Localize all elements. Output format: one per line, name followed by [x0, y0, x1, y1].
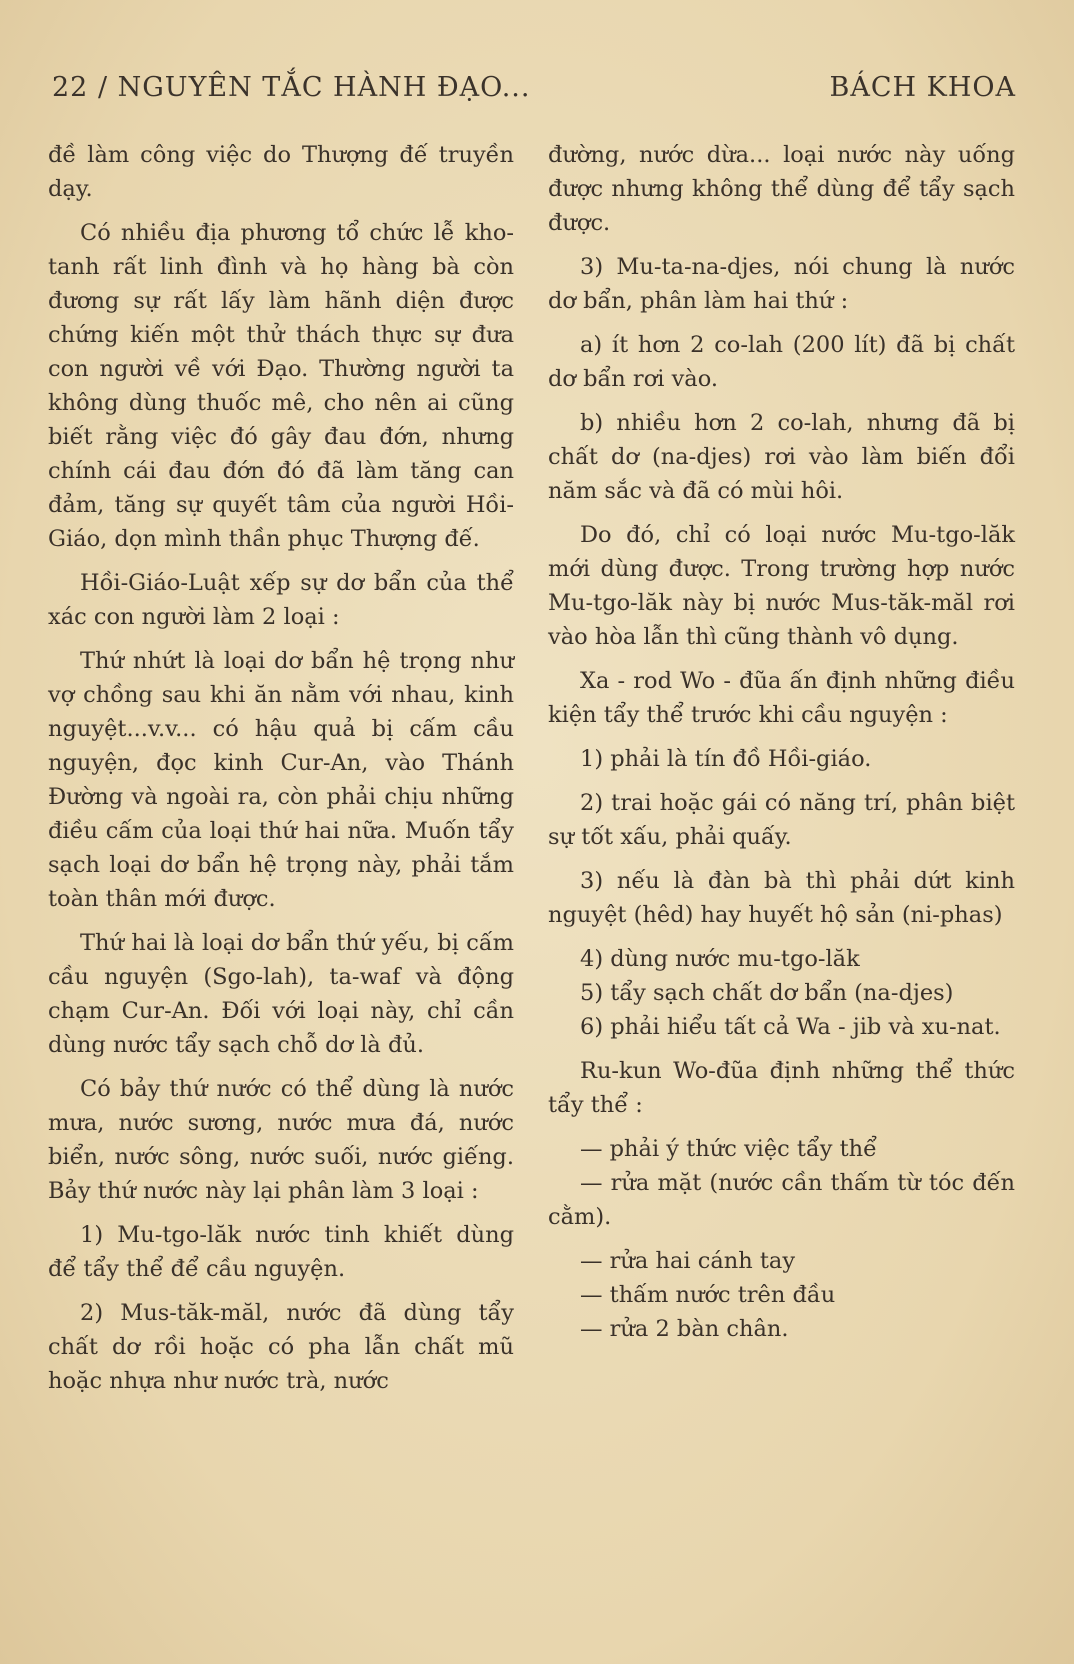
paragraph: b) nhiều hơn 2 co-lah, nhưng đã bị chất dơ (na-djes) rơi vào làm biến đổi năm sắc và đã có mùi hôi. [548, 410, 1015, 504]
paragraph: Thứ nhứt là loại dơ bẩn hệ trọng như vợ chồng sau khi ăn nằm với nhau, kinh nguyệt...v.v... có hậu quả bị cấm cầu nguyện, đọc kinh Cur-An, vào Thánh Đường và ngoài ra, còn phải chịu những điều cấm của loại thứ hai nữa. Muốn tẩy sạch loại dơ bẩn hệ trọng này, phải tắm toàn thân mới được. [48, 648, 514, 912]
paragraph: 3) Mu-ta-na-djes, nói chung là nước dơ bẩn, phân làm hai thứ : [548, 254, 1015, 314]
list-item: 4) dùng nước mu-tgo-lăk [580, 946, 860, 972]
right-column [548, 138, 1015, 1346]
list-item: 1) phải là tín đồ Hồi-giáo. [580, 746, 872, 772]
paragraph: Thứ hai là loại dơ bẩn thứ yếu, bị cấm cầu nguyện (Sgo-lah), ta-waf và động chạm Cur-An. Đối với loại này, chỉ cần dùng nước tẩy sạch chỗ dơ là đủ. [48, 930, 514, 1058]
header-page-title: 22 / NGUYÊN TẮC HÀNH ĐẠO... [52, 72, 531, 103]
list-item: 3) nếu là đàn bà thì phải dứt kinh nguyệt (hêd) hay huyết hộ sản (ni-phas) [548, 868, 1015, 928]
list-item: 5) tẩy sạch chất dơ bẩn (na-djes) [580, 980, 954, 1006]
left-column [48, 138, 514, 1398]
paragraph: Hồi-Giáo-Luật xếp sự dơ bẩn của thể xác con người làm 2 loại : [48, 570, 514, 630]
paragraph: Có bảy thứ nước có thể dùng là nước mưa, nước sương, nước mưa đá, nước biển, nước sông, nước suối, nước giếng. Bảy thứ nước này lại phân làm 3 loại : [48, 1076, 514, 1204]
dash-item: — rửa 2 bàn chân. [580, 1316, 789, 1342]
paragraph: đề làm công việc do Thượng đế truyền dạy. [48, 142, 514, 202]
dash-item: — thấm nước trên đầu [580, 1282, 836, 1308]
list-item: 6) phải hiểu tất cả Wa - jib và xu-nat. [580, 1014, 1001, 1040]
dash-item: — phải ý thức việc tẩy thể [580, 1136, 877, 1162]
paragraph: Xa - rod Wo - đũa ấn định những điều kiện tẩy thể trước khi cầu nguyện : [548, 668, 1015, 728]
dash-item: — rửa mặt (nước cần thấm từ tóc đến cằm). [548, 1170, 1015, 1230]
paragraph: 1) Mu-tgo-lăk nước tinh khiết dùng để tẩy thể để cầu nguyện. [48, 1222, 514, 1282]
paragraph: Có nhiều địa phương tổ chức lễ kho-tanh rất linh đình và họ hàng bà còn đương sự rất lấy làm hãnh diện được chứng kiến một thử thách thực sự đưa con người về với Đạo. Thường người ta không dùng thuốc mê, cho nên ai cũng biết rằng việc đó gây đau đớn, nhưng chính cái đau đớn đó đã làm tăng can đảm, tăng sự quyết tâm của người Hồi-Giáo, dọn mình thần phục Thượng đế. [48, 220, 514, 552]
paragraph: Do đó, chỉ có loại nước Mu-tgo-lăk mới dùng được. Trong trường hợp nước Mu-tgo-lăk này bị nước Mus-tăk-măl rơi vào hòa lẫn thì cũng thành vô dụng. [548, 522, 1015, 650]
paragraph: đường, nước dừa... loại nước này uống được nhưng không thể dùng để tẩy sạch được. [548, 142, 1015, 236]
paragraph: 2) Mus-tăk-măl, nước đã dùng tẩy chất dơ rồi hoặc có pha lẫn chất mũ hoặc nhựa như nước trà, nước [48, 1300, 514, 1394]
list-item: 2) trai hoặc gái có năng trí, phân biệt sự tốt xấu, phải quấy. [548, 790, 1015, 850]
paragraph: Ru-kun Wo-đũa định những thể thức tẩy thể : [548, 1058, 1015, 1118]
paragraph: a) ít hơn 2 co-lah (200 lít) đã bị chất dơ bẩn rơi vào. [548, 332, 1015, 392]
running-header [52, 72, 1016, 112]
header-magazine-name: BÁCH KHOA [829, 72, 1016, 103]
dash-item: — rửa hai cánh tay [580, 1248, 796, 1274]
